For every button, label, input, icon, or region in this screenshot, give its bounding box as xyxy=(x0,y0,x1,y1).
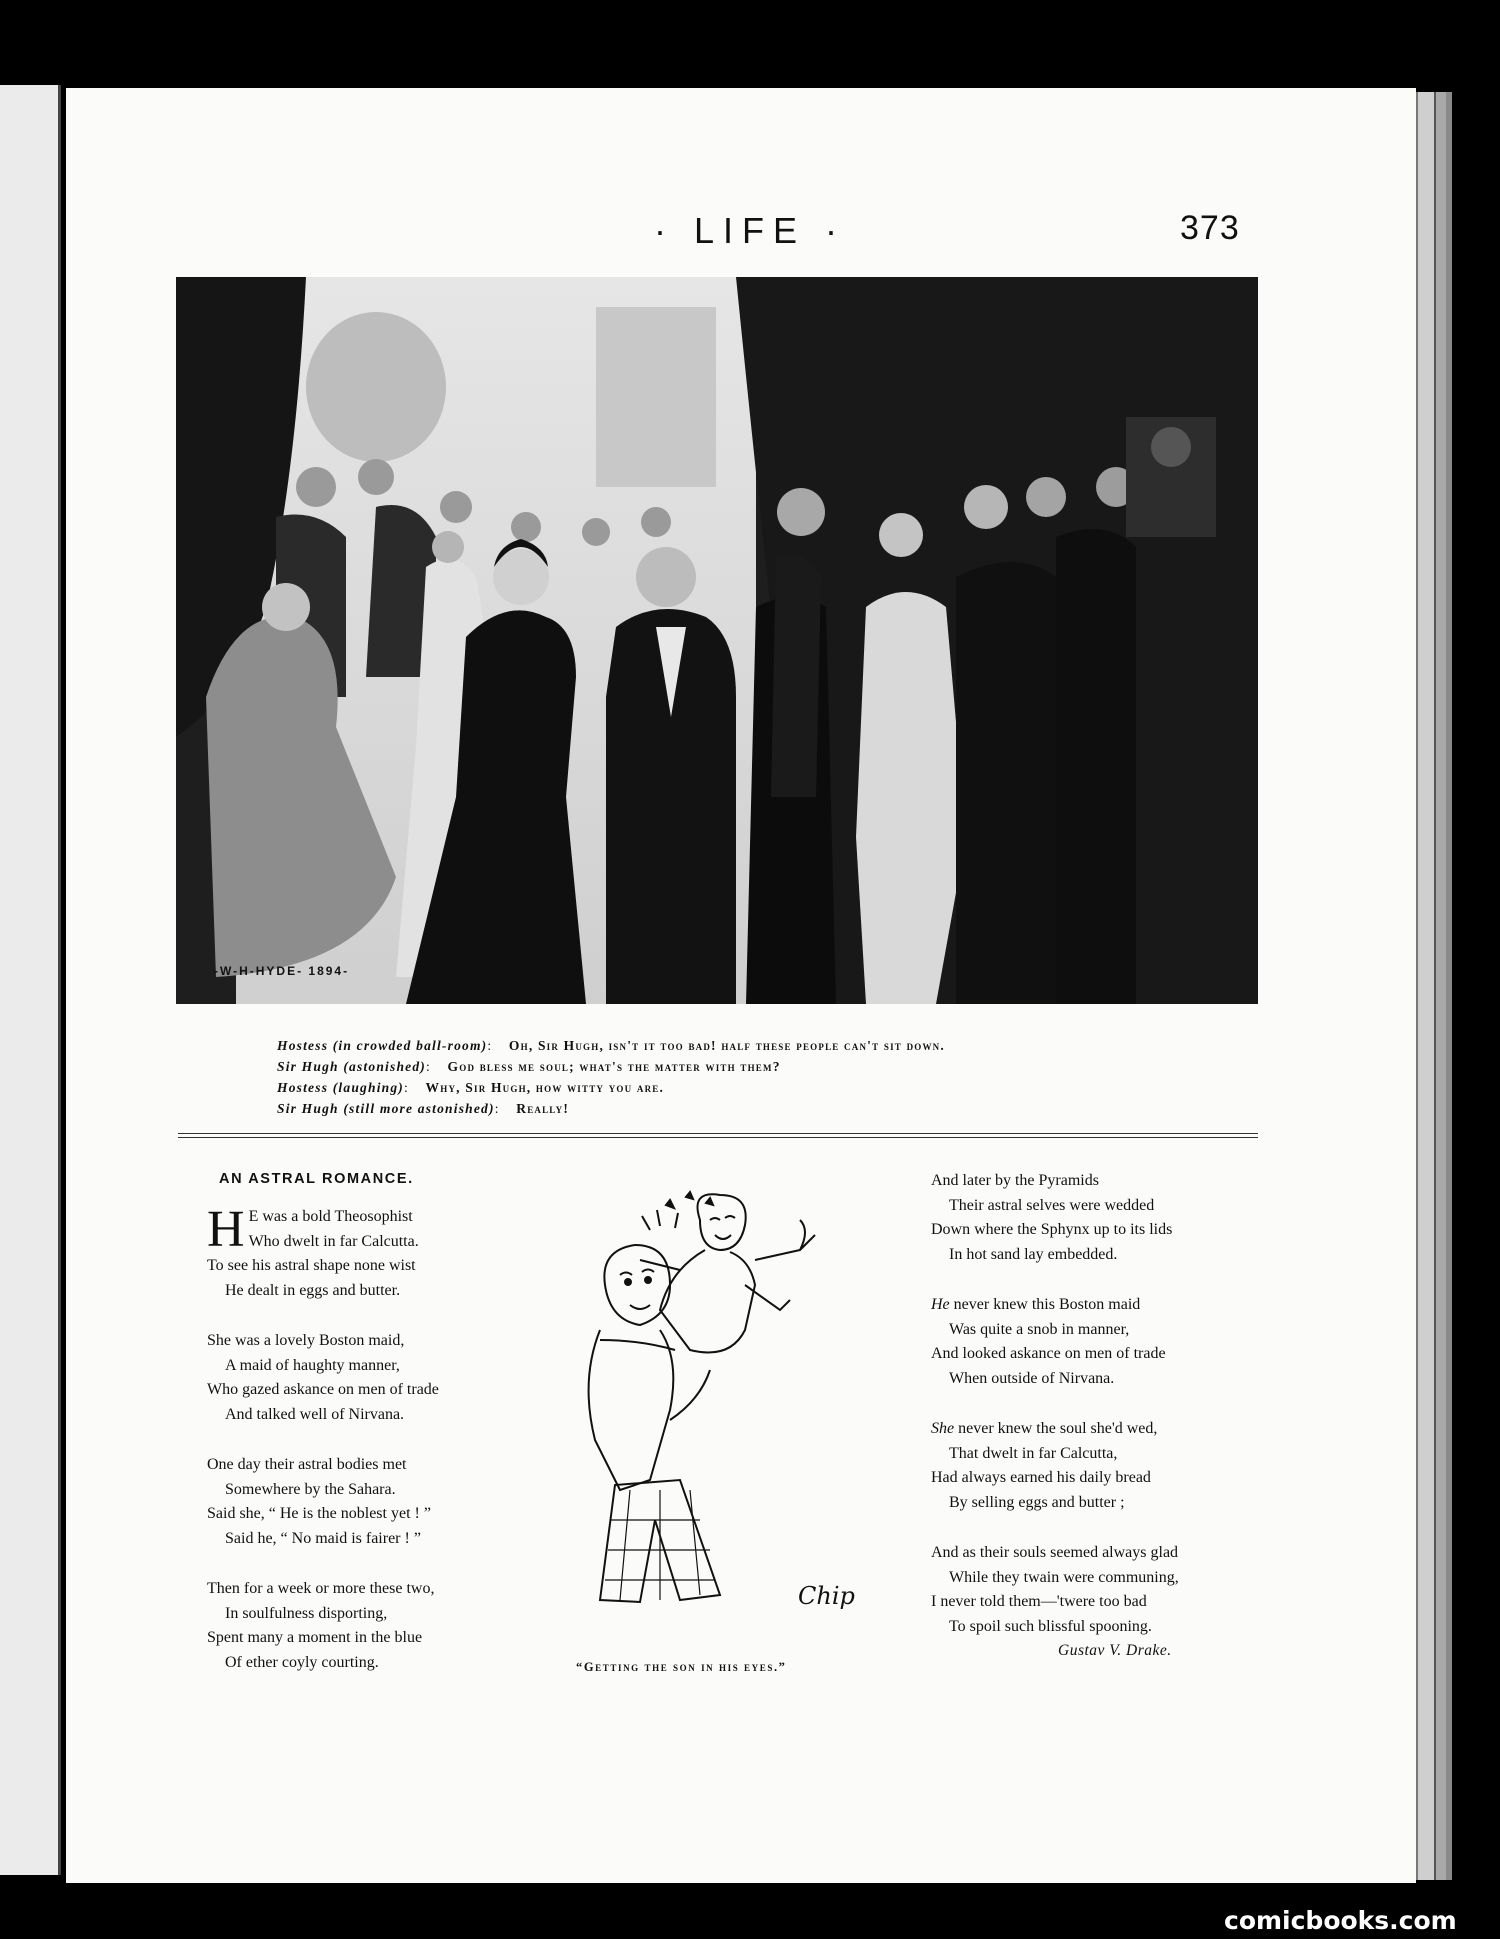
poem-stanza xyxy=(207,1453,439,1551)
poem-line xyxy=(931,1293,1179,1318)
poem-title: AN ASTRAL ROMANCE. xyxy=(219,1171,414,1187)
poem-line: That dwelt in far Calcutta, xyxy=(949,1444,1118,1462)
caption-line: Hostess (laughing): Why, Sir Hugh, how witty you are. xyxy=(277,1080,665,1095)
poem-line: Of ether coyly courting. xyxy=(225,1653,379,1671)
poem-line: Down where the Sphynx up to its lids xyxy=(931,1221,1173,1238)
poem-dropcap: H xyxy=(207,1201,245,1258)
poem-line xyxy=(931,1417,1179,1442)
poem-line: While they twain were communing, xyxy=(949,1568,1179,1586)
poem-line: And as their souls seemed always glad xyxy=(931,1544,1179,1561)
poem-line: Said she, “ He is the noblest yet ! ” xyxy=(207,1505,431,1522)
caption-stage-direction: (astonished) xyxy=(343,1059,427,1074)
caption-stage-direction: (laughing) xyxy=(332,1080,405,1095)
poem-stanza xyxy=(931,1541,1179,1639)
caption-stage-direction: (still more astonished) xyxy=(343,1101,495,1116)
illustration-caption xyxy=(277,1035,1217,1119)
caption-line: Sir Hugh (still more astonished): Really! xyxy=(277,1101,570,1116)
section-divider xyxy=(178,1133,1258,1138)
poem-stanza xyxy=(931,1417,1179,1515)
poem-stanza xyxy=(207,1329,439,1427)
caption-line: Hostess (in crowded ball-room): Oh, Sir Hugh, isn't it too bad! half these people can't sit down. xyxy=(277,1038,945,1053)
ballroom-drawing xyxy=(176,277,1258,1004)
poem-line: Said he, “ No maid is fairer ! ” xyxy=(225,1529,421,1547)
caption-stage-direction: (in crowded ball-room) xyxy=(332,1038,488,1053)
poem-stanza xyxy=(931,1169,1179,1267)
caption-line: Sir Hugh (astonished): God bless me soul; what's the matter with them? xyxy=(277,1059,781,1074)
poem-line: By selling eggs and butter ; xyxy=(949,1493,1125,1511)
poem-line-rest: never knew the soul she'd wed, xyxy=(954,1420,1158,1437)
poem-line: Spent many a moment in the blue xyxy=(207,1629,423,1646)
watermark: comicbooks.com xyxy=(1224,1906,1457,1935)
caption-speech: God bless me soul; what's the matter with them? xyxy=(447,1059,781,1074)
adjacent-page-edge xyxy=(0,85,61,1875)
poem-line: E was a bold Theosophist xyxy=(248,1208,413,1225)
caption-speaker: Sir Hugh xyxy=(277,1059,339,1074)
page-stack-edge xyxy=(1434,92,1446,1880)
poem-stanza xyxy=(207,1577,439,1675)
poem-line: And talked well of Nirvana. xyxy=(225,1405,405,1423)
poem-author: Gustav V. Drake. xyxy=(1058,1642,1172,1659)
poem-line: Their astral selves were wedded xyxy=(949,1196,1155,1214)
poem-line: In soulfulness disporting, xyxy=(225,1604,388,1622)
poem-line-rest: never knew this Boston maid xyxy=(949,1296,1141,1313)
poem-line: He dealt in eggs and butter. xyxy=(225,1281,401,1299)
poem-line: And later by the Pyramids xyxy=(931,1172,1099,1189)
poem-line: To see his astral shape none wist xyxy=(207,1257,416,1274)
cartoon-illustration xyxy=(560,1190,870,1620)
poem-right-column xyxy=(931,1169,1179,1665)
cartoon-drawing xyxy=(560,1190,870,1620)
poem-line: And looked askance on men of trade xyxy=(931,1345,1166,1362)
cartoon-caption: “Getting the son in his eyes.” xyxy=(576,1660,787,1674)
poem-stanza xyxy=(931,1293,1179,1391)
page-stack-edge xyxy=(1416,92,1434,1880)
poem-line: She was a lovely Boston maid, xyxy=(207,1332,405,1349)
poem-line: Then for a week or more these two, xyxy=(207,1580,435,1597)
poem-line: In hot sand lay embedded. xyxy=(949,1245,1118,1263)
cartoon-signature: Chip xyxy=(798,1582,855,1610)
poem-line: To spoil such blissful spooning. xyxy=(949,1617,1152,1635)
caption-speech: Why, Sir Hugh, how witty you are. xyxy=(425,1080,665,1095)
page-stack-edge xyxy=(1446,92,1452,1880)
page-number: 373 xyxy=(1180,209,1240,247)
caption-speaker: Sir Hugh xyxy=(277,1101,339,1116)
poem-line: I never told them—'twere too bad xyxy=(931,1593,1147,1610)
poem-italic-lead: He xyxy=(931,1296,950,1313)
caption-speech: Oh, Sir Hugh, isn't it too bad! half these people can't sit down. xyxy=(508,1038,945,1053)
poem-line: Was quite a snob in manner, xyxy=(949,1320,1130,1338)
poem-line: Had always earned his daily bread xyxy=(931,1469,1151,1486)
masthead: · LIFE · xyxy=(653,210,846,251)
poem-left-column xyxy=(207,1201,439,1701)
poem-line: Who gazed askance on men of trade xyxy=(207,1381,439,1398)
poem-stanza xyxy=(207,1201,439,1303)
caption-speaker: Hostess xyxy=(277,1038,329,1053)
poem-line: One day their astral bodies met xyxy=(207,1456,407,1473)
caption-speech: Really! xyxy=(516,1101,570,1116)
poem-line: Somewhere by the Sahara. xyxy=(225,1480,396,1498)
ballroom-illustration xyxy=(176,277,1258,1004)
poem-line: Who dwelt in far Calcutta. xyxy=(248,1232,419,1250)
poem-line: A maid of haughty manner, xyxy=(225,1356,400,1374)
poem-line: When outside of Nirvana. xyxy=(949,1369,1115,1387)
poem-italic-lead: She xyxy=(931,1420,955,1437)
caption-speaker: Hostess xyxy=(277,1080,329,1095)
artist-signature: -W-H-HYDE- 1894- xyxy=(214,964,350,978)
